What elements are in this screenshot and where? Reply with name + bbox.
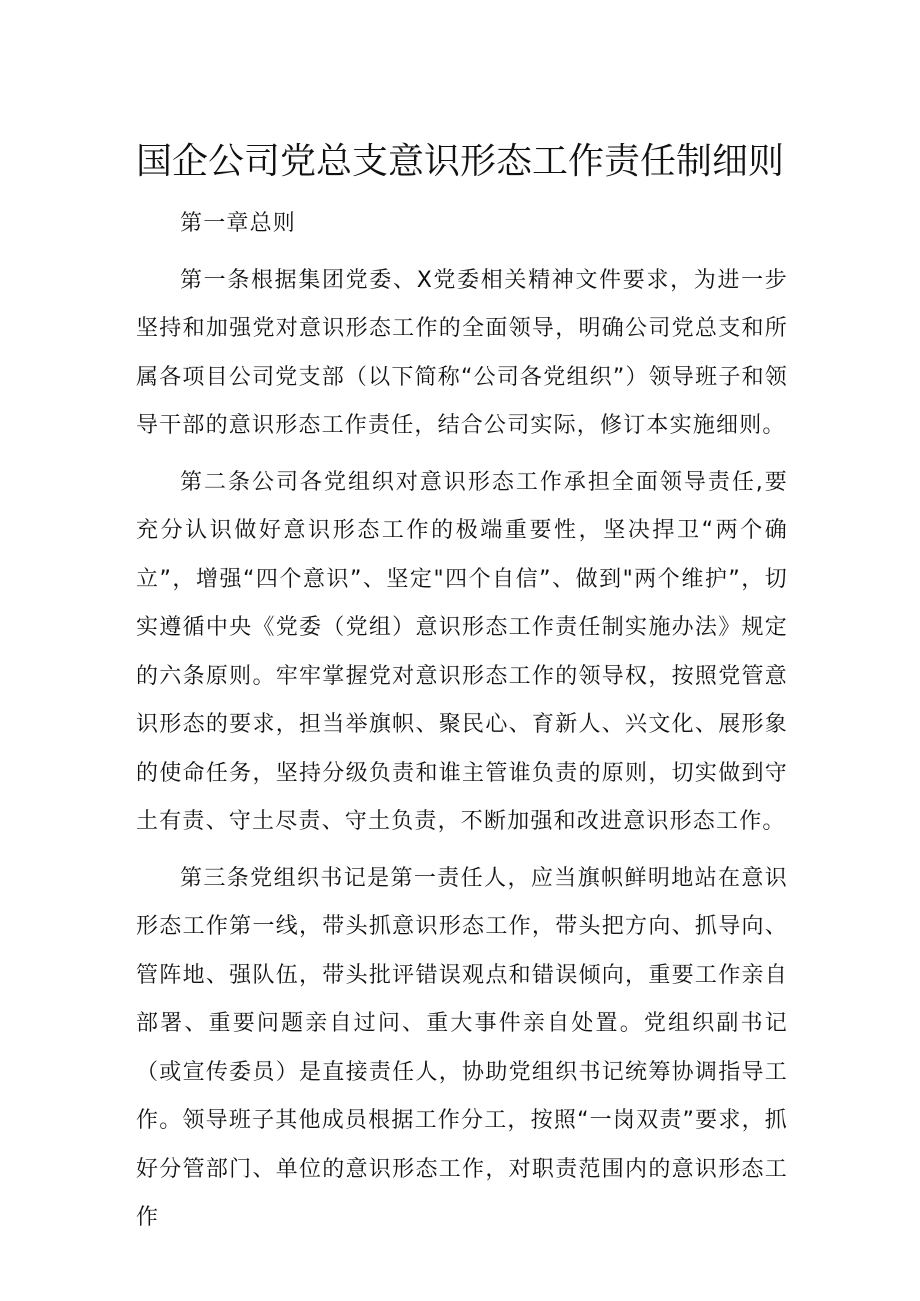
paragraph-article-1: 第一条根据集团党委、X党委相关精神文件要求，为进一步坚持和加强党对意识形态工作的全面领导，明确公司党总支和所属各项目公司党支部（以下简称“公司各党组织”）领导班子和领导干部的意识形态工作责任，结合公司实际，修订本实施细则。 bbox=[136, 267, 788, 438]
chapter-heading: 第一章总则 bbox=[180, 211, 297, 236]
paragraph-article-3: 第三条党组织书记是第一责任人，应当旗帜鲜明地站在意识形态工作第一线，带头抓意识形态工作，带头把方向、抓导向、管阵地、强队伍，带头批评错误观点和错误倾向，重要工作亲自部署、重要问题亲自过问、重大事件亲自处置。党组织副书记（或宣传委员）是直接责任人，协助党组织书记统筹协调指导工作。领导班子其他成员根据工作分工，按照“一岗双责”要求，抓好分管部门、单位的意识形态工作，对职责范围内的意识形态工作 bbox=[136, 865, 788, 1230]
paragraph-article-2: 第二条公司各党组织对意识形态工作承担全面领导责任,要充分认识做好意识形态工作的极端重要性，坚决捍卫“两个确立”，增强“四个意识”、坚定"四个自信”、做到"两个维护”，切实遵循中央《党委（党组）意识形态工作责任制实施办法》规定的六条原则。牢牢掌握党对意识形态工作的领导权，按照党管意识形态的要求，担当举旗帜、聚民心、育新人、兴文化、展形象的使命任务，坚持分级负责和谁主管谁负责的原则，切实做到守土有责、守土尽责、守土负责，不断加强和改进意识形态工作。 bbox=[136, 469, 788, 834]
document-title: 国企公司党总支意识形态工作责任制细则 bbox=[136, 141, 785, 182]
document-body bbox=[136, 200, 788, 1243]
